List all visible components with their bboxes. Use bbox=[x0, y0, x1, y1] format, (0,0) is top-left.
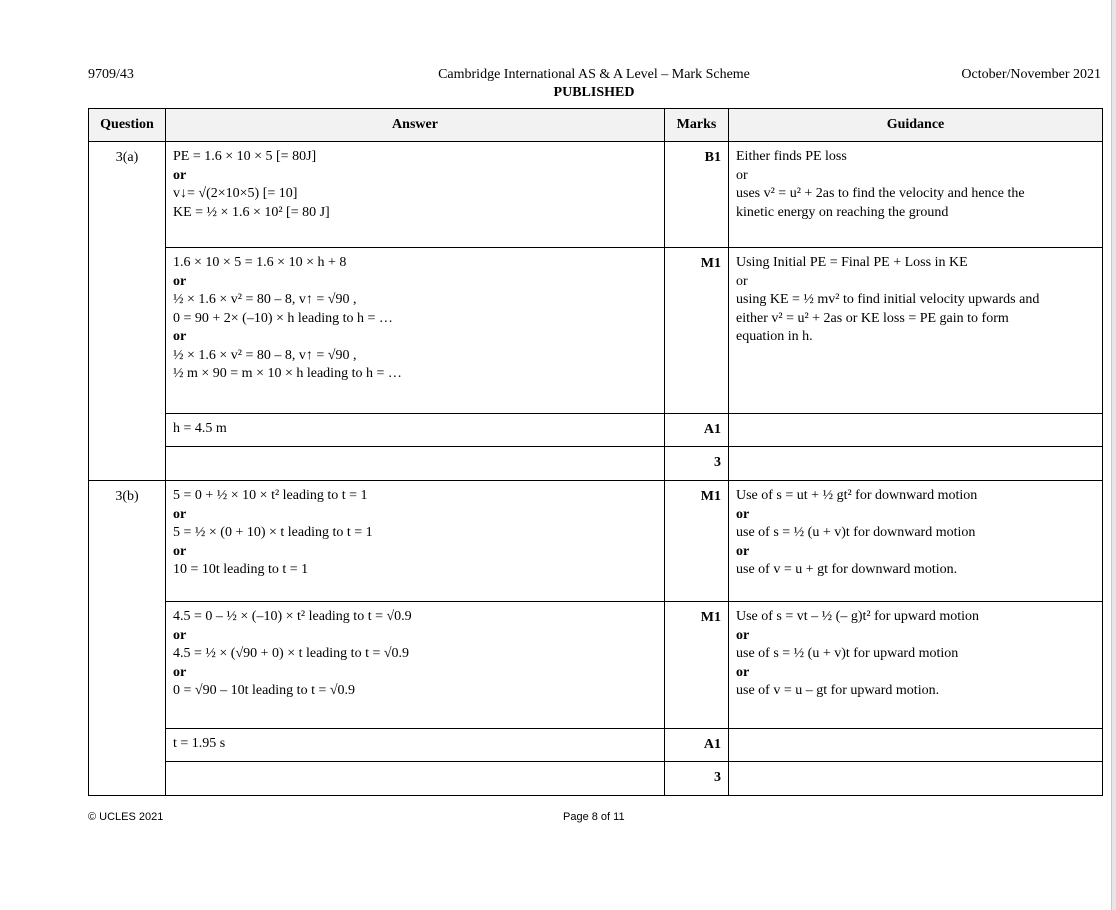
guidance-cell bbox=[729, 602, 1103, 729]
table-row bbox=[89, 762, 1103, 796]
table-row bbox=[89, 447, 1103, 481]
answer-cell-line: KE = ½ × 1.6 × 10² [= 80 J] bbox=[173, 204, 330, 220]
answer-cell bbox=[166, 414, 665, 447]
answer-cell-line: 0 = 90 + 2× (–10) × h leading to h = … bbox=[173, 310, 393, 326]
mark-code: M1 bbox=[665, 481, 729, 602]
guidance-cell bbox=[729, 447, 1103, 481]
answer-cell bbox=[166, 602, 665, 729]
guidance-cell-line: uses v² = u² + 2as to find the velocity and hence the bbox=[736, 186, 1025, 201]
mark-code: M1 bbox=[665, 248, 729, 414]
mark-code: B1 bbox=[665, 142, 729, 248]
or-separator: or bbox=[173, 167, 187, 183]
answer-cell-line: 5 = 0 + ½ × 10 × t² leading to t = 1 bbox=[173, 488, 368, 503]
table-row bbox=[89, 414, 1103, 447]
or-separator: or bbox=[173, 506, 187, 522]
answer-cell-line: ½ m × 90 = m × 10 × h leading to h = … bbox=[173, 366, 402, 381]
question-number: 3(b) bbox=[89, 481, 166, 796]
or-separator: or bbox=[736, 627, 750, 643]
or-separator: or bbox=[173, 664, 187, 680]
guidance-cell-line: kinetic energy on reaching the ground bbox=[736, 204, 949, 220]
or-separator: or bbox=[173, 543, 187, 559]
mark-code: A1 bbox=[665, 414, 729, 447]
guidance-cell-line: equation in h. bbox=[736, 329, 813, 344]
guidance-cell bbox=[729, 729, 1103, 762]
exam-session: October/November 2021 bbox=[961, 67, 1101, 82]
answer-cell-line: v↓= √(2×10×5) [= 10] bbox=[173, 186, 298, 201]
column-header-guidance: Guidance bbox=[729, 109, 1103, 142]
or-separator: or bbox=[173, 329, 187, 344]
column-header-marks: Marks bbox=[665, 109, 729, 142]
column-header-answer: Answer bbox=[166, 109, 665, 142]
table-row bbox=[89, 248, 1103, 414]
column-header-question: Question bbox=[89, 109, 166, 142]
answer-cell bbox=[166, 447, 665, 481]
answer-cell bbox=[166, 729, 665, 762]
mark-scheme-table bbox=[88, 108, 1103, 796]
mark-code: M1 bbox=[665, 602, 729, 729]
table-row bbox=[89, 729, 1103, 762]
guidance-cell-line: use of s = ½ (u + v)t for downward motion bbox=[736, 525, 976, 540]
window-edge bbox=[1111, 0, 1116, 910]
or-separator: or bbox=[173, 627, 187, 643]
answer-cell-line: PE = 1.6 × 10 × 5 [= 80J] bbox=[173, 149, 317, 164]
or-separator: or bbox=[736, 543, 750, 559]
answer-cell bbox=[166, 762, 665, 796]
guidance-cell-line: either v² = u² + 2as or KE loss = PE gain to form bbox=[736, 310, 1009, 326]
guidance-cell-line: Using Initial PE = Final PE + Loss in KE bbox=[736, 255, 968, 270]
answer-cell-line: ½ × 1.6 × v² = 80 – 8, v↑ = √90 , bbox=[173, 292, 357, 307]
total-marks: 3 bbox=[665, 762, 729, 796]
table-row bbox=[89, 142, 1103, 248]
total-marks: 3 bbox=[665, 447, 729, 481]
or-separator: or bbox=[173, 273, 187, 289]
copyright-notice: © UCLES 2021 bbox=[88, 811, 164, 823]
answer-cell-line: h = 4.5 m bbox=[173, 421, 227, 436]
guidance-cell-line: using KE = ½ mv² to find initial velocity upwards and bbox=[736, 292, 1040, 307]
table-header-row bbox=[89, 109, 1103, 142]
published-label: PUBLISHED bbox=[553, 85, 635, 100]
answer-cell-line: ½ × 1.6 × v² = 80 – 8, v↑ = √90 , bbox=[173, 347, 357, 363]
answer-cell-line: 0 = √90 – 10t leading to t = √0.9 bbox=[173, 683, 356, 698]
guidance-cell bbox=[729, 481, 1103, 602]
answer-cell bbox=[166, 481, 665, 602]
or-separator: or bbox=[736, 664, 750, 680]
guidance-cell bbox=[729, 762, 1103, 796]
guidance-cell bbox=[729, 142, 1103, 248]
or-separator: or bbox=[736, 273, 748, 289]
table-row bbox=[89, 481, 1103, 602]
guidance-cell-line: Use of s = ut + ½ gt² for downward motion bbox=[736, 488, 978, 503]
guidance-cell-line: use of v = u + gt for downward motion. bbox=[736, 562, 958, 577]
answer-cell-line: 10 = 10t leading to t = 1 bbox=[173, 562, 309, 577]
guidance-cell-line: Either finds PE loss bbox=[736, 149, 847, 164]
answer-cell-line: t = 1.95 s bbox=[173, 736, 226, 751]
answer-cell-line: 1.6 × 10 × 5 = 1.6 × 10 × h + 8 bbox=[173, 255, 347, 270]
guidance-cell-line: use of v = u – gt for upward motion. bbox=[736, 683, 940, 698]
question-number: 3(a) bbox=[89, 142, 166, 481]
table-row bbox=[89, 602, 1103, 729]
page-number: Page 8 of 11 bbox=[563, 811, 625, 823]
answer-cell-line: 4.5 = 0 – ½ × (–10) × t² leading to t = √0.9 bbox=[173, 609, 412, 624]
mark-code: A1 bbox=[665, 729, 729, 762]
answer-cell-line: 4.5 = ½ × (√90 + 0) × t leading to t = √0.9 bbox=[173, 646, 410, 661]
guidance-cell-line: Use of s = vt – ½ (– g)t² for upward motion bbox=[736, 609, 980, 624]
answer-cell bbox=[166, 248, 665, 414]
guidance-cell-line: use of s = ½ (u + v)t for upward motion bbox=[736, 646, 959, 661]
guidance-cell bbox=[729, 248, 1103, 414]
syllabus-code: 9709/43 bbox=[88, 67, 134, 82]
document-title: Cambridge International AS & A Level – Mark Scheme bbox=[438, 67, 750, 82]
answer-cell-line: 5 = ½ × (0 + 10) × t leading to t = 1 bbox=[173, 525, 373, 540]
or-separator: or bbox=[736, 167, 748, 183]
or-separator: or bbox=[736, 506, 750, 522]
answer-cell bbox=[166, 142, 665, 248]
guidance-cell bbox=[729, 414, 1103, 447]
